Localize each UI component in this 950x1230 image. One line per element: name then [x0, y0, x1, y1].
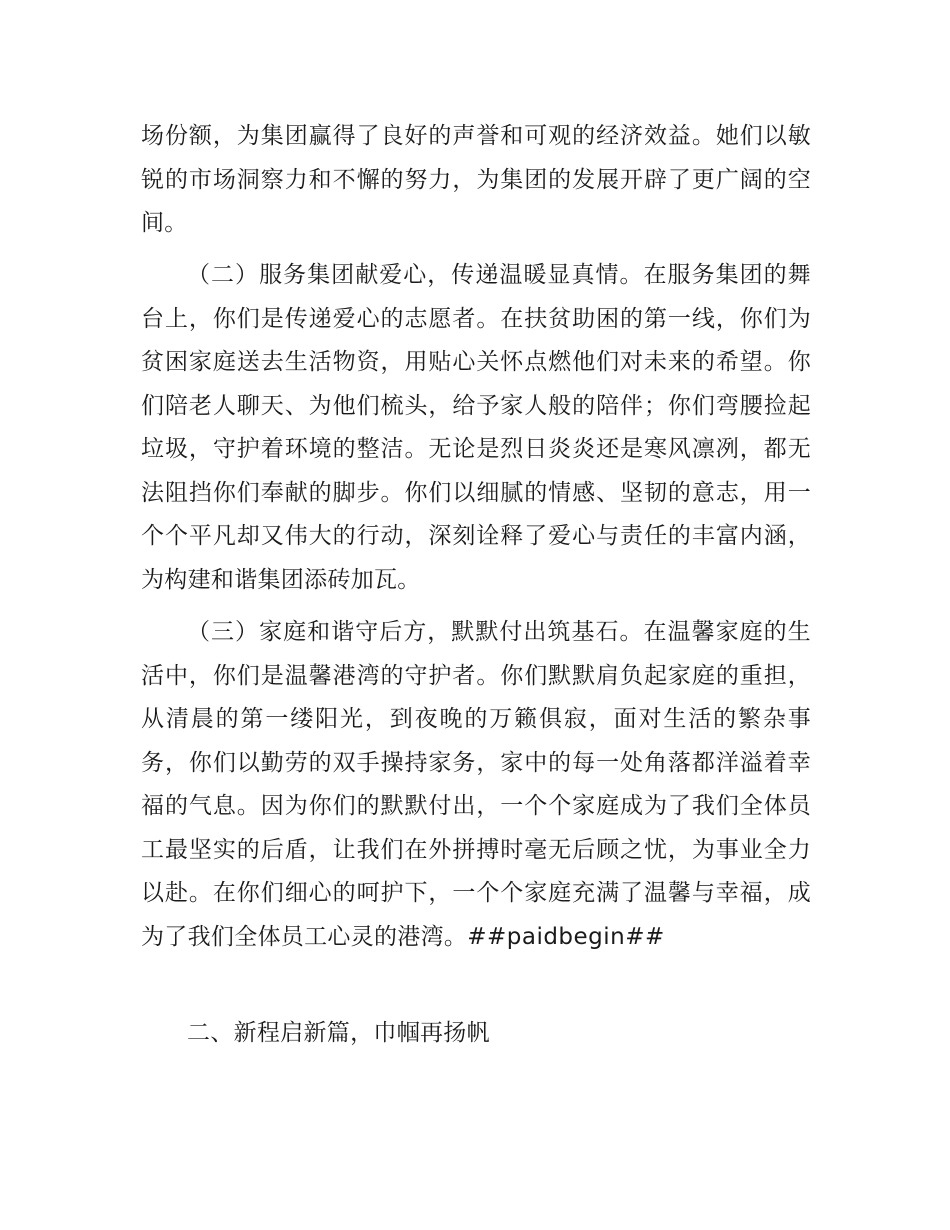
paragraph-service-love: （二）服务集团献爱心，传递温暖显真情。在服务集团的舞台上，你们是传递爱心的志愿者。在扶贫助困的第一线，你们为贫困家庭送去生活物资，用贴心关怀点燃他们对未来的希望。你们陪老人聊天、为他们梳头，给予家人般的陪伴；你们弯腰捡起垃圾，守护着环境的整洁。无论是烈日炎炎还是寒风凛冽，都无法阻挡你们奉献的脚步。你们以细腻的情感、坚韧的意志，用一个个平凡却又伟大的行动，深刻诠释了爱心与责任的丰富内涵，为构建和谐集团添砖加瓦。: [141, 262, 811, 593]
paragraph-family-harmony: [141, 611, 811, 959]
paragraph-continuation: 场份额，为集团赢得了良好的声誉和可观的经济效益。她们以敏锐的市场洞察力和不懈的努力，为集团的发展开辟了更广阔的空间。: [141, 123, 811, 236]
paid-begin-marker: ##paidbegin##: [467, 923, 665, 950]
paragraph-family-harmony-text: （三）家庭和谐守后方，默默付出筑基石。在温馨家庭的生活中，你们是温馨港湾的守护者。你们默默肩负起家庭的重担，从清晨的第一缕阳光，到夜晚的万籁俱寂，面对生活的繁杂事务，你们以勤劳的双手操持家务，家中的每一处角落都洋溢着幸福的气息。因为你们的默默付出，一个个家庭成为了我们全体员工最坚实的后盾，让我们在外拼搏时毫无后顾之忧，为事业全力以赴。在你们细心的呵护下，一个个家庭充满了温馨与幸福，成为了我们全体员工心灵的港湾。: [141, 619, 811, 950]
section-heading: 二、新程启新篇，巾帼再扬帆: [187, 1020, 490, 1046]
